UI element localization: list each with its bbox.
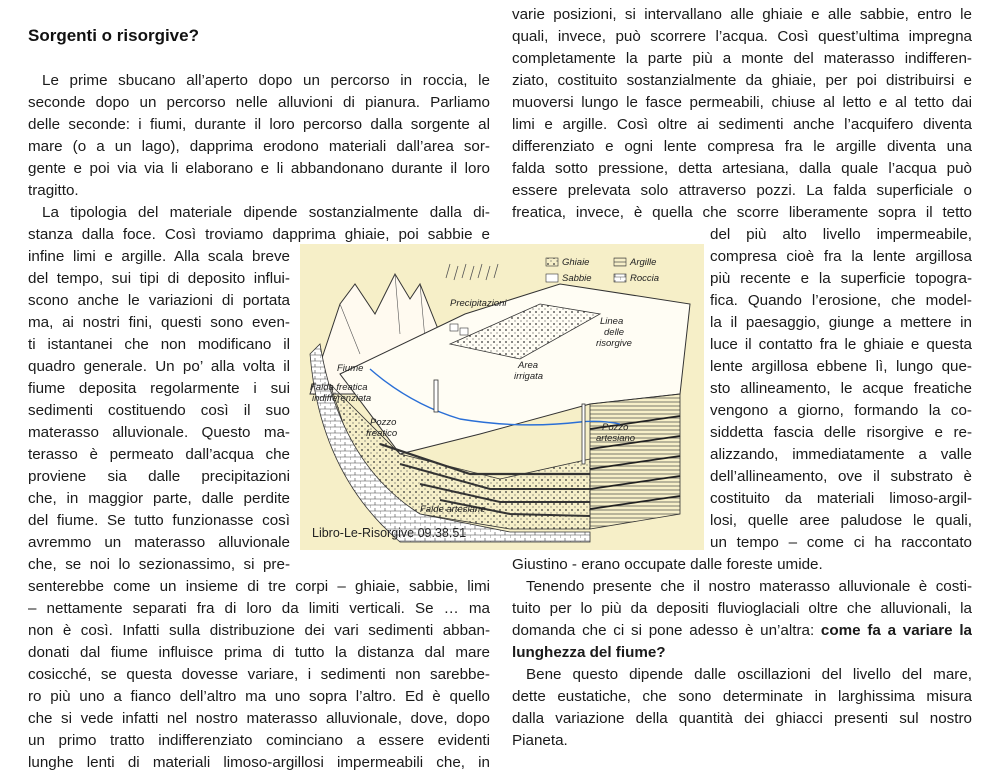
text-line-content: gente e poi via via li elaborano e li abbandonano durante il loro [28, 160, 490, 177]
text-line [28, 642, 490, 664]
text-line [710, 400, 972, 422]
text-line-content: Bene questo dipende dalle oscillazioni del livello del mare, [526, 666, 972, 683]
text-line [28, 136, 490, 158]
text-line [28, 158, 490, 180]
text-line-content: tuito per lo più da depositi fluvioglaciali oltre che alluvionali, la [512, 600, 972, 617]
text-line [28, 752, 490, 774]
text-line [28, 730, 490, 752]
text-line-content: luce il contatto fra le ghiaie e questa [710, 336, 972, 353]
text-line [710, 422, 972, 444]
label-area-2: irrigata [514, 371, 544, 382]
text-line [710, 268, 972, 290]
text-line [710, 224, 972, 246]
text-line-content: infine limi e argille. Alla scala breve [28, 248, 290, 265]
text-line-content: dette eustatiche, che sono determinate in larghissima misura [512, 688, 972, 705]
label-area-1: Area [518, 360, 539, 371]
text-line-content: ziato, costituito sostanzialmente da ghiaie, per poi distribuirsi e [512, 72, 972, 89]
text-line-content: ro più uno a fianco dell’altro ma uno sopra l’altro. Ed è quello [28, 688, 490, 705]
text-line-content: freatica, invece, è quella che scorre liberamente sopra il tetto [512, 204, 972, 221]
text-line-content: la il paesaggio, giunge a mettere in [710, 314, 972, 331]
text-line [710, 488, 972, 510]
text-line [526, 576, 972, 598]
text-line [28, 532, 290, 554]
text-line [28, 466, 290, 488]
label-pozzo-artesiano-1: Pozzo [602, 422, 629, 433]
text-line [512, 598, 972, 620]
text-line [710, 444, 972, 466]
text-line-content: un primo tratto indifferenziato cominciano a essere evidenti [28, 732, 490, 749]
text-line-content: proviene sia dalle precipitazioni [28, 468, 290, 485]
bold-question: come fa a variare la [820, 622, 972, 639]
text-line-content: vengono a giorno, formando la co- [710, 402, 972, 419]
text-line [710, 378, 972, 400]
label-pozzo-freatico-2: freatico [366, 428, 398, 439]
text-line [710, 510, 972, 532]
text-line-content: dalla variazione della quantità dei ghiacci presenti sul nostro [512, 710, 972, 727]
text-line-content: sto allineamento, le acque freatiche [710, 380, 972, 397]
text-line [28, 664, 490, 686]
text-line [512, 70, 972, 92]
figure-caption: Libro-Le-Risorgive 09.38.51 [312, 526, 467, 540]
label-falde-artesiane: Falde artesiane [420, 504, 486, 515]
text-line-content: Giustino - erano occupate dalle foreste umide. [512, 556, 823, 573]
text-line [28, 576, 490, 598]
text-line [28, 312, 290, 334]
text-line-content: Le prime sbucano all’aperto dopo un percorso in roccia, le [42, 72, 490, 89]
text-line-content: che si vede infatti nel nostro materasso alluvionale, dove, dopo [28, 710, 490, 727]
text-line [28, 422, 290, 444]
text-line-content: del fiume. Se tutto funzionasse così [28, 512, 290, 529]
text-line [28, 598, 490, 620]
text-line-content: terasso è permeato dall’acqua che [28, 446, 290, 463]
text-line-content: La tipologia del materiale dipende sostanzialmente dalla di- [42, 204, 490, 221]
legend-roccia: Roccia [630, 273, 660, 284]
text-line [512, 26, 972, 48]
text-line-content: differenziato e ogni lente compresa fra le argille diventa una [512, 138, 972, 155]
text-line [512, 202, 972, 224]
text-line-content: quali, invece, può scorrere l’acqua. Così quest’ultima impregna [512, 28, 972, 45]
text-line-content: lunghe lenti di materiali limoso-argillosi impermeabili che, in [28, 754, 490, 771]
text-line-content: limi e argille. Così oltre ai sedimenti anche l’acquifero diventa [512, 116, 972, 133]
text-line-content: falda sotto pressione, detta artesiana, dalla quale l’acqua può [512, 160, 972, 177]
text-line-content: fica. Quando l’erosione, che model- [710, 292, 972, 309]
text-line [28, 268, 290, 290]
text-line-content: non è così. Infatti sulla distribuzione dei vari sedimenti abban- [28, 622, 490, 639]
legend-ghiaie: Ghiaie [562, 257, 590, 268]
text-line-content: senterebbe come un insieme di tre corpi – ghiaie, sabbie, limi [28, 578, 490, 595]
text-line-content: muoversi lungo le fasce permeabili, chiuse al letto e al tetto dai [512, 94, 972, 111]
text-line-content: Pianeta. [512, 732, 568, 749]
text-line-content: alizzando, immediatamente a valle [710, 446, 972, 463]
label-pozzo-artesiano-2: artesiano [596, 433, 636, 444]
text-line [28, 378, 290, 400]
text-line [512, 158, 972, 180]
text-line [28, 334, 290, 356]
text-line-content: lente argillosa ebbene lì, lungo que- [710, 358, 972, 375]
text-line-content: domanda che ci si pone adesso è un’altra: [512, 622, 821, 639]
text-line-content: ti istantanei che non modificano il [28, 336, 290, 353]
label-linea-1: Linea [600, 316, 624, 327]
text-line-content: donati dal fiume influisce prima di tutto la distanza dal mare [28, 644, 490, 661]
text-line [28, 620, 490, 642]
label-precipitazioni: Precipitazioni [450, 298, 507, 309]
text-line-content: dell’allineamento, ove il substrato è [710, 468, 972, 485]
text-line [710, 466, 972, 488]
text-line [28, 488, 290, 510]
text-line-content: varie posizioni, si intervallano alle ghiaie e alle sabbie, entro le [512, 6, 972, 23]
text-line [28, 290, 290, 312]
text-line [42, 70, 490, 92]
text-line [28, 92, 490, 114]
text-line [710, 356, 972, 378]
side-layers [590, 394, 680, 529]
text-line [512, 92, 972, 114]
aquifer-diagram-figure [300, 244, 704, 550]
page-title: Sorgenti o risorgive? [28, 26, 199, 45]
text-line-content: materasso alluvionale. Questo ma- [28, 424, 290, 441]
text-line [512, 686, 972, 708]
text-line [512, 180, 972, 202]
text-line-content: che, se noi lo sezionassimo, si pre- [28, 556, 290, 573]
text-line-content: Tenendo presente che il nostro materasso alluvionale è costi- [526, 578, 972, 595]
text-line-content: più recente e la superficie topogra- [710, 270, 972, 287]
text-line-content: mare (o a un lago), dapprima erodono materiali dall’area sor- [28, 138, 490, 155]
text-line [512, 114, 972, 136]
text-line-content: avremmo un materasso alluvionale [28, 534, 290, 551]
text-line-content: seconde dopo un percorso nelle alluvioni di pianura. Parliamo [28, 94, 490, 111]
text-line-content: losi, quelle aree paludose le quali, [710, 512, 972, 529]
text-line [28, 686, 490, 708]
text-line [512, 730, 972, 752]
legend-sabbie: Sabbie [562, 273, 592, 284]
text-line-content: del più alto livello impermeabile, [710, 226, 972, 243]
label-fiume: Fiume [337, 363, 364, 374]
text-line [512, 48, 972, 70]
text-line-content: un tempo – come ci ha raccontato [710, 534, 972, 551]
text-line [710, 290, 972, 312]
text-line [28, 180, 490, 202]
phreatic-well [434, 380, 438, 412]
label-pozzo-freatico-1: Pozzo [370, 417, 397, 428]
text-line [710, 246, 972, 268]
legend-argille: Argille [630, 257, 657, 268]
text-line [28, 400, 290, 422]
text-line-content: costituito da materiali limoso-argil- [710, 490, 972, 507]
text-line [512, 4, 972, 26]
text-line-content: completamente la parte più a monte del materasso indifferen- [512, 50, 972, 67]
artesian-well [582, 404, 585, 464]
text-line-content: – nettamente separati fra di loro da limiti verticali. Se … ma [28, 600, 490, 617]
text-line [28, 246, 290, 268]
text-line [512, 708, 972, 730]
text-line-content: sedimenti costituendo così il suo [28, 402, 290, 419]
label-linea-3: risorgive [596, 338, 632, 349]
text-line [710, 532, 972, 554]
text-line [28, 444, 290, 466]
text-line [512, 136, 972, 158]
aquifer-diagram [300, 244, 704, 550]
text-line [526, 664, 972, 686]
text-line-content: essere prelevata solo attraverso pozzi. La falda superficiale o [512, 182, 972, 199]
text-line-content: ma, ai nostri fini, questi sono even- [28, 314, 290, 331]
text-line-content: fiume deposita regolarmente i sui [28, 380, 290, 397]
text-line-content: stanza dalla foce. Così troviamo dapprima ghiaie, poi sabbie e [28, 226, 490, 243]
text-line [28, 510, 290, 532]
text-line-content: delle seconde: i fiumi, durante il loro percorso dalla sorgente al [28, 116, 490, 133]
text-line-content: del tempo, sui tipi di deposito influi- [28, 270, 290, 287]
text-line-content: che, in maggior parte, dalle perdite [28, 490, 290, 507]
text-line [710, 312, 972, 334]
text-line [28, 356, 290, 378]
label-falda-1: Falda freatica [310, 382, 368, 393]
label-falda-2: indifferenziata [312, 393, 372, 404]
rain-icon [446, 264, 498, 280]
label-linea-2: delle [604, 327, 625, 338]
text-line-content: scono anche le variazioni di portata [28, 292, 290, 309]
text-line-content: cosicché, se questa dovesse variare, i sedimenti non sarebbe- [28, 666, 490, 683]
text-line-content: compresa cioè fra la lente argillosa [710, 248, 972, 265]
text-line [710, 334, 972, 356]
text-line [28, 708, 490, 730]
text-line-content: quadro generale. Un po’ alla volta il [28, 358, 290, 375]
text-line-content: tragitto. [28, 182, 79, 199]
text-line-content: siddetta fascia delle risorgive e re- [710, 424, 972, 441]
text-line [42, 202, 490, 224]
text-line [28, 114, 490, 136]
text-line [512, 554, 972, 576]
text-line [512, 642, 972, 664]
text-line [28, 554, 290, 576]
bold-question: lunghezza del fiume? [512, 644, 666, 661]
text-line [512, 620, 972, 642]
